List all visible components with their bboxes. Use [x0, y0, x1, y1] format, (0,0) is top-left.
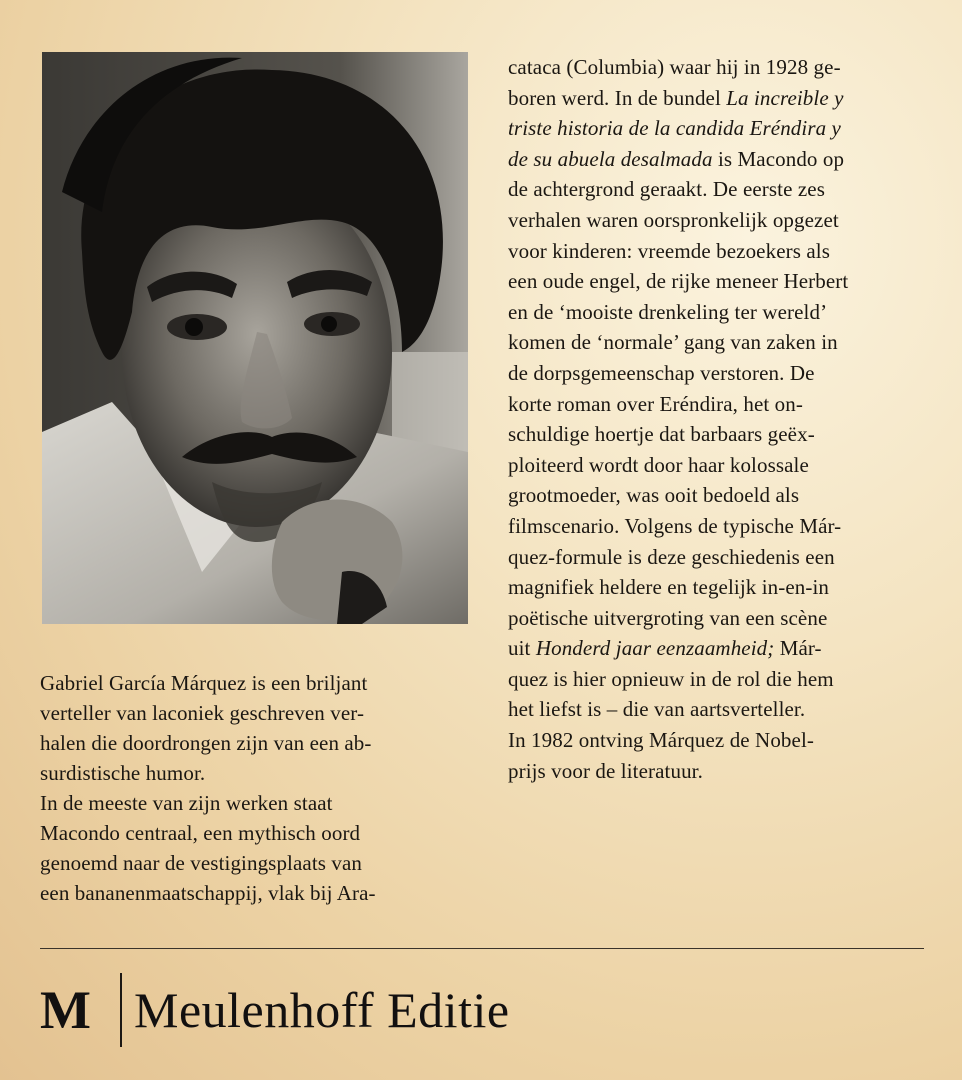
left-text-line: halen die doordrongen zijn van een ab- [40, 731, 372, 755]
right-text-line: een oude engel, de rijke meneer Herbert [508, 269, 849, 294]
text-segment: uit [508, 636, 536, 661]
left-text-line: Macondo centraal, een mythisch oord [40, 821, 361, 845]
left-column-text [40, 668, 480, 908]
right-text-line: grootmoeder, was ooit bedoeld als [508, 483, 800, 508]
right-text-line: In 1982 ontving Márquez de Nobel- [508, 728, 814, 753]
right-text-line: cataca (Columbia) waar hij in 1928 ge- [508, 55, 841, 79]
footer-divider [40, 948, 924, 949]
book-title-italic: triste historia de la candida Eréndira y [508, 116, 841, 141]
right-text-line: quez-formule is deze geschiedenis een [508, 544, 835, 569]
right-text-line: komen de ‘normale’ gang van zaken in [508, 330, 838, 355]
left-text-line: genoemd naar de vestigingsplaats van [40, 851, 363, 875]
right-text-line [508, 83, 938, 114]
right-text-line: schuldige hoertje dat barbaars geëx- [508, 422, 815, 447]
left-text-line: In de meeste van zijn werken staat [40, 791, 333, 815]
right-text-line: het liefst is – die van aartsverteller. [508, 697, 806, 722]
text-segment: is Macondo op [712, 146, 845, 171]
text-segment: Már- [774, 636, 822, 661]
right-text-line: filmscenario. Volgens de typische Már- [508, 513, 842, 538]
right-text-line: de dorpsgemeenschap verstoren. De [508, 360, 815, 385]
right-text-line [508, 633, 938, 664]
right-text-line: de achtergrond geraakt. De eerste zes [508, 177, 825, 202]
brand-divider [120, 973, 122, 1047]
publisher-name: Meulenhoff Editie [134, 982, 510, 1038]
publisher-brand [40, 970, 510, 1050]
right-text-line: magnifiek heldere en tegelijk in-en-in [508, 575, 830, 600]
portrait-illustration [42, 52, 468, 624]
book-title-italic: de su abuela desalmada [508, 146, 713, 171]
right-text-line: prijs voor de literatuur. [508, 758, 703, 783]
right-text-line: korte roman over Eréndira, het on- [508, 391, 803, 416]
book-title-italic: Honderd jaar eenzaamheid; [535, 636, 775, 661]
right-text-line: verhalen waren oorspronkelijk opgezet [508, 207, 839, 232]
left-text-line: verteller van laconiek geschreven ver- [40, 701, 365, 725]
right-text-line: quez is hier opnieuw in de rol die hem [508, 666, 834, 691]
publisher-logo: M [40, 980, 91, 1040]
right-text-line: en de ‘mooiste drenkeling ter wereld’ [508, 299, 828, 324]
left-text-line: een bananenmaatschappij, vlak bij Ara- [40, 881, 376, 905]
right-text-line: ploiteerd wordt door haar kolossale [508, 452, 809, 477]
right-column-text [508, 52, 938, 786]
right-text-line: poëtische uitvergroting van een scène [508, 605, 828, 630]
right-text-line: voor kinderen: vreemde bezoekers als [508, 238, 830, 263]
right-text-line [508, 144, 938, 175]
right-text-line [508, 113, 938, 144]
left-text-line: Gabriel García Márquez is een briljant [40, 671, 368, 695]
book-title-italic: La increible y [726, 85, 844, 110]
author-portrait-photo [42, 52, 468, 624]
left-text-line: surdistische humor. [40, 761, 206, 785]
text-segment: boren werd. In de bundel [508, 85, 727, 110]
